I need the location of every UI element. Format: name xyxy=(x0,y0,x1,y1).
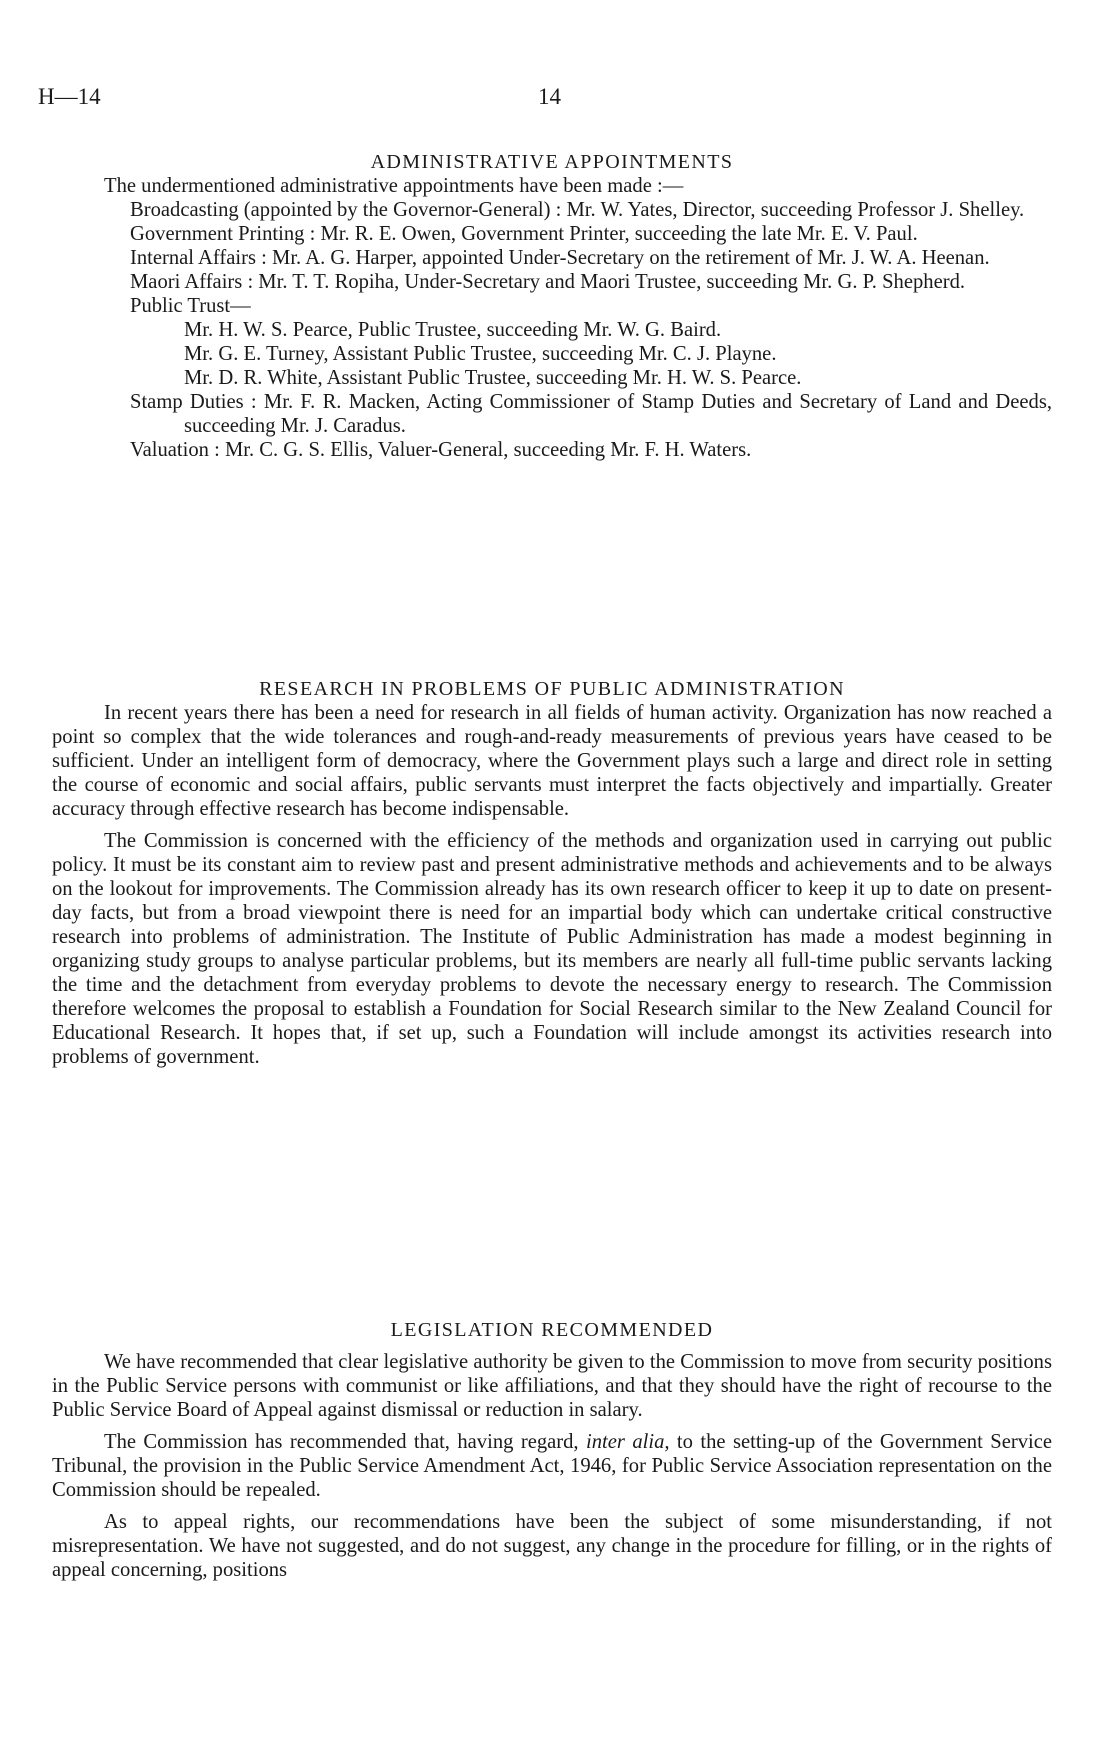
paragraph-text: The Commission has recommended that, having regard, xyxy=(104,1431,587,1453)
body-paragraph: As to appeal rights, our recommendations have been the subject of some misunderstanding, if not misrepresentation. We have not suggested, and do not suggest, any change in the procedure for filling, or in the rights of appeal concerning, positions xyxy=(52,1511,1052,1581)
section-heading: ADMINISTRATIVE APPOINTMENTS xyxy=(370,151,734,173)
section-heading: LEGISLATION RECOMMENDED xyxy=(390,1319,714,1341)
appointments-section xyxy=(52,150,1052,462)
appointment-entry: Internal Affairs : Mr. A. G. Harper, appointed Under-Secretary on the retirement of Mr. J. W. A. Heenan. xyxy=(130,247,990,269)
body-paragraph xyxy=(52,1430,1052,1502)
appointment-entry: Public Trust— xyxy=(130,295,251,317)
page-number: 14 xyxy=(538,84,561,109)
document-reference: H—14 xyxy=(38,84,101,109)
body-paragraph: We have recommended that clear legislative authority be given to the Commission to move from security positions in the Public Service persons with communist or like affiliations, and that they should have the right of recourse to the Public Service Board of Appeal against dismissal or reduction in salary. xyxy=(52,1351,1052,1421)
public-trust-entry: Mr. H. W. S. Pearce, Public Trustee, succeeding Mr. W. G. Baird. xyxy=(184,319,722,341)
appointment-entry: Broadcasting (appointed by the Governor-General) : Mr. W. Yates, Director, succeeding Professor J. Shelley. xyxy=(130,199,1025,221)
appointment-entry: Valuation : Mr. C. G. S. Ellis, Valuer-General, succeeding Mr. F. H. Waters. xyxy=(130,439,752,461)
section-heading: RESEARCH IN PROBLEMS OF PUBLIC ADMINISTRATION xyxy=(259,678,845,700)
running-head xyxy=(38,84,1076,110)
body-paragraph: The Commission is concerned with the efficiency of the methods and organization used in carrying out public policy. It must be its constant aim to review past and present administrative methods and achievements and to be always on the lookout for improvements. The Commission already has its own research officer to keep it up to date on present-day facts, but from a broad viewpoint there is need for an impartial body which can undertake critical constructive research into problems of administration. The Institute of Public Administration has made a modest beginning in organizing study groups to analyse particular problems, but its members are nearly all full-time public servants lacking the time and the detachment from everyday problems to devote the necessary energy to research. The Commission therefore welcomes the proposal to establish a Foundation for Social Research similar to the New Zealand Council for Educational Research. It hopes that, if set up, such a Foundation will include amongst its activities research into problems of government. xyxy=(52,830,1052,1068)
legislation-section xyxy=(52,1318,1052,1582)
body-paragraph: In recent years there has been a need for research in all fields of human activity. Organization has now reached a point so complex that the wide tolerances and rough-and-ready measurements of previous years have ceased to be sufficient. Under an intelligent form of democracy, where the Government plays such a large and direct role in setting the course of economic and social affairs, public servants must interpret the facts objectively and impartially. Greater accuracy through effective research has become indispensable. xyxy=(52,702,1052,820)
intro-paragraph: The undermentioned administrative appointments have been made :— xyxy=(104,175,684,197)
public-trust-entry: Mr. G. E. Turney, Assistant Public Trustee, succeeding Mr. C. J. Playne. xyxy=(184,343,777,365)
appointment-entry: Maori Affairs : Mr. T. T. Ropiha, Under-Secretary and Maori Trustee, succeeding Mr. G. P. Shepherd. xyxy=(130,271,966,293)
paragraph-text: to the setting-up of the Government Service Tribunal, the provision in the Public Service Amendment Act, 1946, for Public Service Association representation on the Commission should be repealed. xyxy=(52,1431,1052,1501)
appointment-entry: Stamp Duties : Mr. F. R. Macken, Acting Commissioner of Stamp Duties and Secretary of Land and Deeds, succeeding Mr. J. Caradus. xyxy=(130,391,1052,437)
italic-phrase: inter alia, xyxy=(586,1431,670,1453)
appointment-entry: Government Printing : Mr. R. E. Owen, Government Printer, succeeding the late Mr. E. V. Paul. xyxy=(130,223,918,245)
public-trust-entry: Mr. D. R. White, Assistant Public Trustee, succeeding Mr. H. W. S. Pearce. xyxy=(184,367,802,389)
research-section xyxy=(52,677,1052,1069)
